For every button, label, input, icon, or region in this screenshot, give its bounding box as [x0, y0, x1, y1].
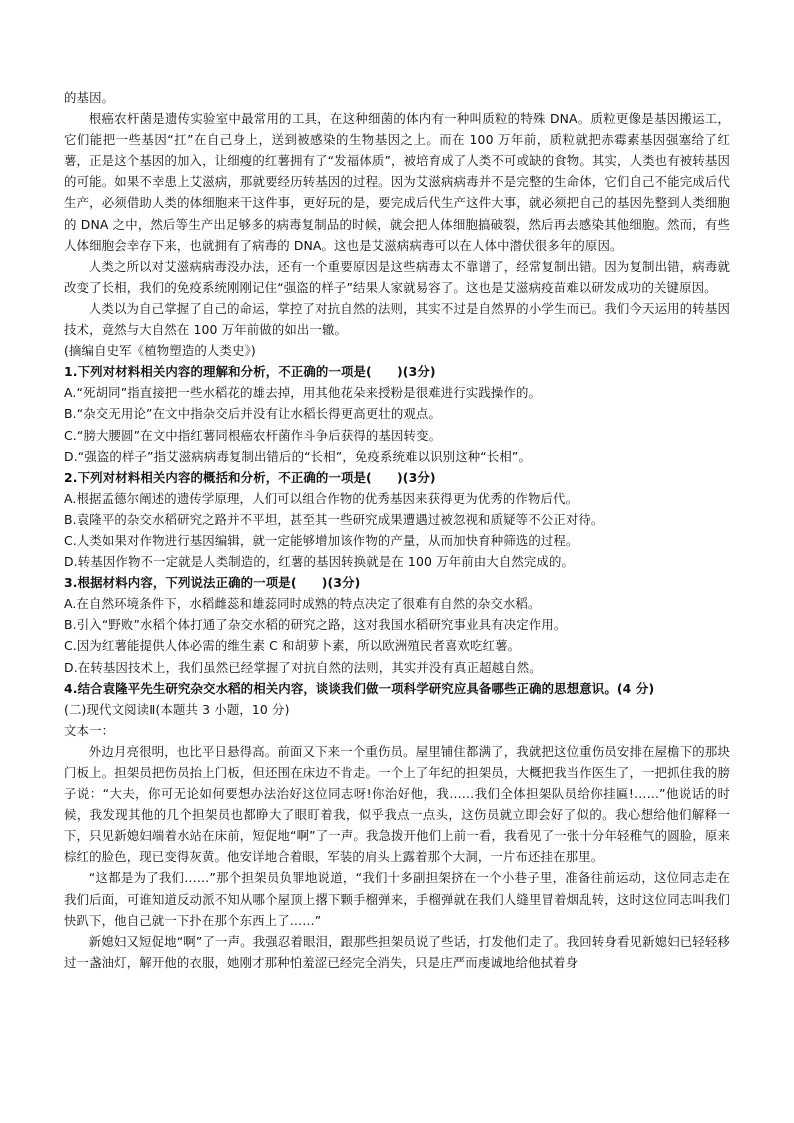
question-1-option-d: D.“强盗的样子”指艾滋病病毒复制出错后的“长相”，免疫系统难以识别这种“长相”。	[64, 448, 532, 464]
article-paragraph-2: 人类之所以对艾滋病病毒没办法，还有一个重要原因是这些病毒太不靠谱了，经常复制出错。因为复制出错，病毒就改变了长相，我们的免疫系统刚刚记住“强盗的样子”结果人家就易容了。这也是艾滋病疫苗难以研发成功的关键原因。	[64, 258, 730, 295]
question-3-option-b: B.引入“野败”水稻个体打通了杂交水稻的研究之路，这对我国水稻研究事业具有决定作用。	[64, 617, 567, 633]
question-3-option-d: D.在转基因技术上，我们虽然已经掌握了对抗自然的法则，其实并没有真正超越自然。	[64, 659, 542, 675]
question-4-stem: 4.结合袁隆平先生研究杂交水稻的相关内容，谈谈我们做一项科学研究应具备哪些正确的思想意识。(4 分)	[64, 680, 655, 696]
article-paragraph-3: 人类以为自己掌握了自己的命运，掌控了对抗自然的法则，其实不过是自然界的小学生而已。我们今天运用的转基因技术，竟然与大自然在 100 万年前做的如出一辙。	[64, 300, 730, 338]
question-2-option-b: B.袁隆平的杂交水稻研究之路并不平坦，甚至其一些研究成果遭遇过被忽视和质疑等不公正对待。	[64, 511, 604, 527]
question-2-option-a: A.根据孟德尔阐述的遗传学原理，人们可以组合作物的优秀基因来获得更为优秀的作物后代。	[64, 490, 579, 506]
question-1-stem: 1.下列对材料相关内容的理解和分析，不正确的一项是( )(3分)	[64, 364, 436, 380]
question-2-option-c: C.人类如果对作物进行基因编辑，就一定能够增加该作物的产量，从而加快育种筛选的过程。	[64, 532, 579, 548]
article-paragraph-1: 根癌农杆菌是遗传实验室中最常用的工具，在这种细菌的体内有一种叫质粒的特殊 DNA。质粒更像是基因搬运工，它们能把一些基因“扛”在自己身上，送到被感染的生物基因之上。而在 100 万年前，质粒就把赤霉素基因强塞给了红薯，正是这个基因的加入，让细瘦的红薯拥有了“发福体质”，被培育成了人类不可或缺的食物。其实，人类也有被转基因的可能。如果不幸患上艾滋病，那就要经历转基因的过程。因为艾滋病病毒并不是完整的生命体，它们自己不能完成后代生产，必须借助人类的体细胞来干这件事，更好玩的是，要完成后代生产这件大事，就必须把自己的基因先整到人类细胞的 DNA 之中，然后等生产出足够多的病毒复制品的时候，就会把人体细胞搞破裂，然后再去感染其他细胞。然而，有些人体细胞会幸存下来，也就拥有了病毒的 DNA。这也是艾滋病病毒可以在人体中潜伏很多年的原因。	[64, 111, 730, 253]
question-1-option-b: B.“杂交无用论”在文中指杂交后并没有让水稻长得更高更壮的观点。	[64, 406, 442, 422]
question-2-option-d: D.转基因作物不一定就是人类制造的，红薯的基因转换就是在 100 万年前由大自然完成的。	[64, 554, 575, 570]
article-source: (摘编自史军《植物塑造的人类史》)	[64, 343, 256, 359]
question-3-option-c: C.因为红薯能提供人体必需的维生素 C 和胡萝卜素，所以欧洲殖民者喜欢吃红薯。	[64, 638, 521, 654]
question-3-option-a: A.在自然环境条件下，水稻雌蕊和雄蕊同时成熟的特点决定了很难有自然的杂交水稻。	[64, 596, 541, 612]
section-2-heading: (二)现代文阅读Ⅱ(本题共 3 小题，10 分)	[64, 701, 290, 717]
document-page	[64, 87, 730, 973]
question-2-stem: 2.下列对材料相关内容的概括和分析，不正确的一项是( )(3分)	[64, 469, 436, 485]
question-3-stem: 3.根据材料内容，下列说法正确的一项是( )(3分)	[64, 575, 361, 591]
story-paragraph-3: 新媳妇又短促地“啊”了一声。我强忍着眼泪，跟那些担架员说了些话，打发他们走了。我回转身看见新媳妇已轻轻移过一盏油灯，解开他的衣服，她刚才那种怕羞涩已经完全消失，只是庄严而虔诚地给他拭着身	[64, 933, 730, 970]
story-paragraph-1: 外边月亮很明，也比平日悬得高。前面又下来一个重伤员。屋里铺住都满了，我就把这位重伤员安排在屋檐下的那块门板上。担架员把伤员抬上门板，但还围在床边不肯走。一个上了年纪的担架员，大概把我当作医生了，一把抓住我的膀子说：“大夫，你可无论如何要想办法治好这位同志呀!你治好他，我……我们全体担架队员给你挂匾!……”他说话的时候，我发现其他的几个担架员也都睁大了眼盯着我，似乎我点一点头，这伤员就立即会好了似的。我心想给他们解释一下，只见新媳妇端着水站在床前，短促地“啊”了一声。我急拨开他们上前一看，我看见了一张十分年轻稚气的圆脸，原来棕红的脸色，现已变得灰黄。他安详地合着眼，军装的肩头上露着那个大洞，一片布还挂在那里。	[64, 743, 730, 865]
text-one-label: 文本一：	[64, 722, 115, 738]
story-paragraph-2: “这都是为了我们……”那个担架员负罪地说道，“我们十多副担架挤在一个小巷子里，准备往前运动，这位同志走在我们后面，可谁知道反动派不知从哪个屋顶上撂下颗手榴弹来，手榴弹就在我们人缝里冒着烟乱转，这时这位同志叫我们快趴下，他自己就一下扑在那个东西上了……”	[64, 870, 730, 928]
article-continuation: 的基因。	[64, 90, 115, 105]
question-1-option-a: A.“死胡同”指直接把一些水稻花的雄去掉，用其他花朵来授粉是很难进行实践操作的。	[64, 385, 542, 401]
question-1-option-c: C.“膀大腰圆”在文中指红薯同根癌农杆菌作斗争后获得的基因转变。	[64, 427, 442, 443]
